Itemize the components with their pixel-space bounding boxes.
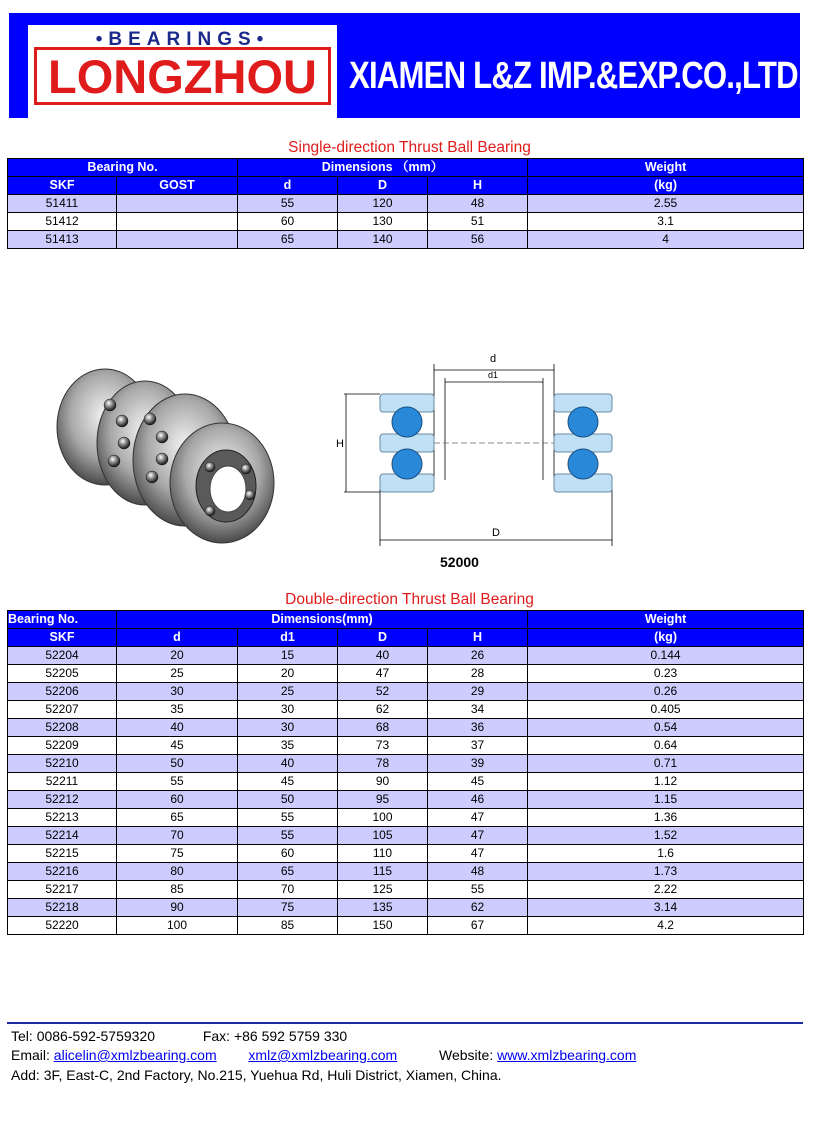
subheader-cell: (kg) bbox=[528, 629, 804, 647]
table-cell: 30 bbox=[238, 719, 338, 737]
table-cell: 75 bbox=[238, 899, 338, 917]
table-row bbox=[8, 683, 804, 701]
table-cell: 52205 bbox=[8, 665, 117, 683]
table-cell bbox=[117, 231, 238, 249]
table-cell: 140 bbox=[338, 231, 428, 249]
table-cell: 56 bbox=[428, 231, 528, 249]
header-dimensions: Dimensions （mm） bbox=[238, 159, 528, 177]
table-cell: 51 bbox=[428, 213, 528, 231]
table-cell bbox=[117, 213, 238, 231]
tel-label: Tel: bbox=[11, 1028, 33, 1044]
table-cell: 52211 bbox=[8, 773, 117, 791]
email-link-2[interactable]: xmlz@xmlzbearing.com bbox=[248, 1047, 398, 1063]
table-cell: 48 bbox=[428, 863, 528, 881]
table-cell: 52208 bbox=[8, 719, 117, 737]
table-cell: 52204 bbox=[8, 647, 117, 665]
subheader-cell: SKF bbox=[8, 177, 117, 195]
label-H: H bbox=[336, 438, 344, 450]
table-cell: 29 bbox=[428, 683, 528, 701]
brand-logo bbox=[28, 25, 337, 118]
table-cell: 60 bbox=[238, 845, 338, 863]
footer-phone-line bbox=[11, 1028, 347, 1044]
table-row bbox=[8, 665, 804, 683]
table-cell: 55 bbox=[428, 881, 528, 899]
table-cell: 62 bbox=[338, 701, 428, 719]
table-cell: 45 bbox=[428, 773, 528, 791]
table-cell: 70 bbox=[238, 881, 338, 899]
table-cell: 35 bbox=[117, 701, 238, 719]
table-cell: 46 bbox=[428, 791, 528, 809]
table-row bbox=[8, 719, 804, 737]
table-cell: 80 bbox=[117, 863, 238, 881]
table-cell: 40 bbox=[238, 755, 338, 773]
table-row bbox=[8, 809, 804, 827]
table-cell: 45 bbox=[238, 773, 338, 791]
table-cell: 50 bbox=[238, 791, 338, 809]
subheader-cell: H bbox=[428, 629, 528, 647]
table-row bbox=[8, 755, 804, 773]
single-subheader-row bbox=[8, 177, 804, 195]
table-cell: 1.36 bbox=[528, 809, 804, 827]
table-cell: 3.1 bbox=[528, 213, 804, 231]
table-cell: 65 bbox=[117, 809, 238, 827]
table-cell: 150 bbox=[338, 917, 428, 935]
email-link-1[interactable]: alicelin@xmlzbearing.com bbox=[53, 1047, 217, 1063]
table-cell: 0.405 bbox=[528, 701, 804, 719]
table-cell: 105 bbox=[338, 827, 428, 845]
table-cell: 1.73 bbox=[528, 863, 804, 881]
subheader-cell: GOST bbox=[117, 177, 238, 195]
table-cell: 100 bbox=[338, 809, 428, 827]
subheader-cell: d bbox=[117, 629, 238, 647]
table-cell: 1.15 bbox=[528, 791, 804, 809]
table-cell: 52217 bbox=[8, 881, 117, 899]
table-cell: 52218 bbox=[8, 899, 117, 917]
table-cell: 47 bbox=[338, 665, 428, 683]
header-dimensions: Dimensions(mm) bbox=[117, 611, 528, 629]
table-cell: 20 bbox=[117, 647, 238, 665]
table-cell: 125 bbox=[338, 881, 428, 899]
table-cell: 120 bbox=[338, 195, 428, 213]
table-cell: 30 bbox=[117, 683, 238, 701]
table-cell: 52220 bbox=[8, 917, 117, 935]
table-cell: 52216 bbox=[8, 863, 117, 881]
table-cell: 39 bbox=[428, 755, 528, 773]
label-d1: d1 bbox=[487, 370, 499, 380]
table-cell: 65 bbox=[238, 231, 338, 249]
table-cell: 47 bbox=[428, 845, 528, 863]
bearing-cross-section-diagram bbox=[330, 350, 630, 550]
subheader-cell: H bbox=[428, 177, 528, 195]
single-section-title: Single-direction Thrust Ball Bearing bbox=[288, 139, 531, 156]
table-cell: 47 bbox=[428, 809, 528, 827]
logo-tagline: •BEARINGS• bbox=[95, 29, 270, 50]
footer-divider bbox=[7, 1022, 803, 1024]
table-cell: 55 bbox=[238, 809, 338, 827]
table-cell: 52209 bbox=[8, 737, 117, 755]
table-row bbox=[8, 773, 804, 791]
table-row bbox=[8, 863, 804, 881]
label-D: D bbox=[492, 527, 500, 539]
table-cell: 3.14 bbox=[528, 899, 804, 917]
table-cell: 30 bbox=[238, 701, 338, 719]
table-cell: 70 bbox=[117, 827, 238, 845]
table-cell: 67 bbox=[428, 917, 528, 935]
table-cell: 65 bbox=[238, 863, 338, 881]
table-cell: 52206 bbox=[8, 683, 117, 701]
table-cell: 0.23 bbox=[528, 665, 804, 683]
table-cell: 52214 bbox=[8, 827, 117, 845]
table-row bbox=[8, 737, 804, 755]
footer-address-line bbox=[11, 1067, 502, 1083]
table-cell: 135 bbox=[338, 899, 428, 917]
table-cell: 68 bbox=[338, 719, 428, 737]
table-row bbox=[8, 231, 804, 249]
header-weight: Weight bbox=[528, 611, 804, 629]
table-row bbox=[8, 881, 804, 899]
company-name: XIAMEN L&Z IMP.&EXP.CO.,LTD. bbox=[349, 55, 806, 97]
table-cell: 51413 bbox=[8, 231, 117, 249]
table-row bbox=[8, 899, 804, 917]
table-cell: 45 bbox=[117, 737, 238, 755]
table-cell: 55 bbox=[238, 195, 338, 213]
subheader-cell: D bbox=[338, 177, 428, 195]
table-cell: 25 bbox=[238, 683, 338, 701]
table-cell: 78 bbox=[338, 755, 428, 773]
table-cell: 0.144 bbox=[528, 647, 804, 665]
table-cell bbox=[117, 195, 238, 213]
subheader-cell: d1 bbox=[238, 629, 338, 647]
table-row bbox=[8, 791, 804, 809]
table-row bbox=[8, 647, 804, 665]
table-cell: 100 bbox=[117, 917, 238, 935]
table-cell: 48 bbox=[428, 195, 528, 213]
table-cell: 15 bbox=[238, 647, 338, 665]
table-cell: 51411 bbox=[8, 195, 117, 213]
website-label: Website: bbox=[439, 1047, 494, 1063]
table-cell: 130 bbox=[338, 213, 428, 231]
table-cell: 52212 bbox=[8, 791, 117, 809]
table-cell: 0.26 bbox=[528, 683, 804, 701]
table-cell: 26 bbox=[428, 647, 528, 665]
table-cell: 90 bbox=[117, 899, 238, 917]
fax-value: +86 592 5759 330 bbox=[233, 1028, 348, 1044]
tel-value: 0086-592-5759320 bbox=[36, 1028, 156, 1044]
double-direction-table bbox=[7, 610, 804, 935]
table-row bbox=[8, 845, 804, 863]
double-subheader-row bbox=[8, 629, 804, 647]
single-direction-table bbox=[7, 158, 804, 249]
bearing-photo bbox=[50, 365, 280, 545]
table-cell: 34 bbox=[428, 701, 528, 719]
table-row bbox=[8, 195, 804, 213]
table-cell: 85 bbox=[117, 881, 238, 899]
address-label: Add: bbox=[11, 1067, 40, 1083]
table-cell: 20 bbox=[238, 665, 338, 683]
table-cell: 0.71 bbox=[528, 755, 804, 773]
table-cell: 110 bbox=[338, 845, 428, 863]
subheader-cell: (kg) bbox=[528, 177, 804, 195]
table-cell: 1.52 bbox=[528, 827, 804, 845]
table-cell: 75 bbox=[117, 845, 238, 863]
table-cell: 25 bbox=[117, 665, 238, 683]
table-cell: 35 bbox=[238, 737, 338, 755]
subheader-cell: d bbox=[238, 177, 338, 195]
email-label: Email: bbox=[11, 1047, 50, 1063]
table-cell: 52210 bbox=[8, 755, 117, 773]
table-cell: 37 bbox=[428, 737, 528, 755]
table-cell: 52213 bbox=[8, 809, 117, 827]
website-link[interactable]: www.xmlzbearing.com bbox=[497, 1047, 637, 1063]
table-cell: 4.2 bbox=[528, 917, 804, 935]
table-cell: 62 bbox=[428, 899, 528, 917]
table-cell: 55 bbox=[117, 773, 238, 791]
subheader-cell: SKF bbox=[8, 629, 117, 647]
table-row bbox=[8, 917, 804, 935]
table-row bbox=[8, 213, 804, 231]
footer-contact-line bbox=[11, 1047, 636, 1063]
header-bearing-no: Bearing No. bbox=[8, 611, 117, 629]
table-cell: 1.6 bbox=[528, 845, 804, 863]
table-cell: 1.12 bbox=[528, 773, 804, 791]
table-cell: 52 bbox=[338, 683, 428, 701]
table-cell: 55 bbox=[238, 827, 338, 845]
table-cell: 95 bbox=[338, 791, 428, 809]
double-section-title: Double-direction Thrust Ball Bearing bbox=[285, 591, 534, 608]
address-value: 3F, East-C, 2nd Factory, No.215, Yuehua Rd, Huli District, Xiamen, China. bbox=[43, 1067, 502, 1083]
table-row bbox=[8, 701, 804, 719]
table-cell: 60 bbox=[238, 213, 338, 231]
table-cell: 73 bbox=[338, 737, 428, 755]
table-cell: 40 bbox=[338, 647, 428, 665]
table-cell: 36 bbox=[428, 719, 528, 737]
table-cell: 115 bbox=[338, 863, 428, 881]
table-cell: 0.54 bbox=[528, 719, 804, 737]
table-cell: 2.55 bbox=[528, 195, 804, 213]
subheader-cell: D bbox=[338, 629, 428, 647]
fax-label: Fax: bbox=[202, 1028, 231, 1044]
table-cell: 52215 bbox=[8, 845, 117, 863]
table-cell: 4 bbox=[528, 231, 804, 249]
table-cell: 85 bbox=[238, 917, 338, 935]
table-cell: 28 bbox=[428, 665, 528, 683]
table-cell: 90 bbox=[338, 773, 428, 791]
logo-wordmark: LONGZHOU bbox=[34, 47, 331, 105]
table-cell: 40 bbox=[117, 719, 238, 737]
table-cell: 2.22 bbox=[528, 881, 804, 899]
table-cell: 52207 bbox=[8, 701, 117, 719]
table-cell: 60 bbox=[117, 791, 238, 809]
table-row bbox=[8, 827, 804, 845]
header-bearing-no: Bearing No. bbox=[8, 159, 238, 177]
table-cell: 0.64 bbox=[528, 737, 804, 755]
header-weight: Weight bbox=[528, 159, 804, 177]
label-d: d bbox=[489, 353, 497, 365]
diagram-caption: 52000 bbox=[440, 554, 479, 570]
table-cell: 50 bbox=[117, 755, 238, 773]
table-cell: 51412 bbox=[8, 213, 117, 231]
table-cell: 47 bbox=[428, 827, 528, 845]
header-banner bbox=[9, 13, 806, 118]
